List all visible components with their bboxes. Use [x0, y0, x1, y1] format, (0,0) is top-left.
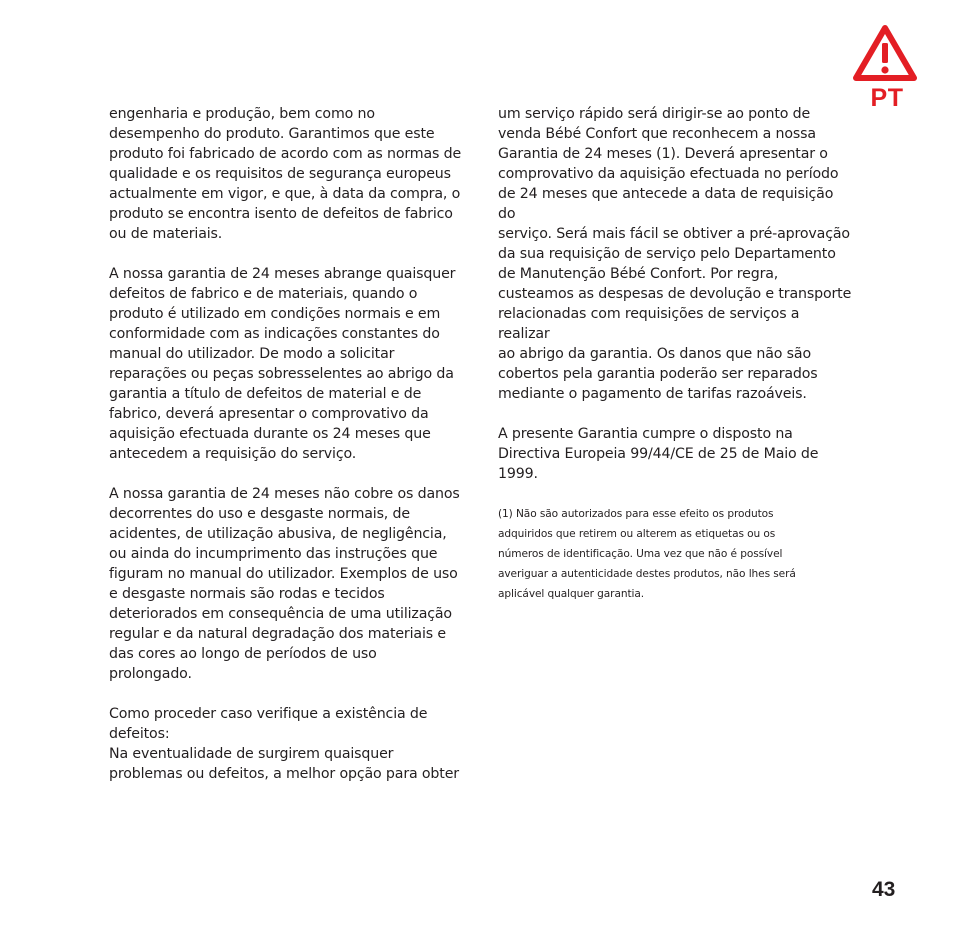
paragraph-eu-directive: A presente Garantia cumpre o disposto na Directiva Europeia 99/44/CE de 25 de Maio de 1999.: [498, 426, 819, 482]
language-code: PT: [870, 84, 904, 112]
left-text-column: [109, 104, 471, 804]
footnote: (1) Não são autorizados para esse efeito os produtos adquiridos que retirem ou alterem as etiquetas ou os números de identificação. Uma vez que não é possível averiguar a autenticidade destes produtos, não lhes será aplicável qualquer garantia.: [498, 508, 796, 600]
paragraph-service-request: um serviço rápido será dirigir-se ao ponto de venda Bébé Confort que reconhecem a nossa Garantia de 24 meses (1). Deverá apresentar o comprovativo da aquisição efectuada no período de 24 meses que antecede a data de requisição do serviço. Será mais fácil se obtiver a pré-aprovação da sua requisição de serviço pelo Departamento de Manutenção Bébé Confort. Por regra, custeamos as despesas de devolução e transporte relacionadas com requisições de serviços a realizar ao abrigo da garantia. Os danos que não são cobertos pela garantia poderão ser reparados mediante o pagamento de tarifas razoáveis.: [498, 106, 852, 402]
paragraph-warranty-exclusions: A nossa garantia de 24 meses não cobre os danos decorrentes do uso e desgaste normais, de acidentes, de utilização abusiva, de negligência, ou ainda do incumprimento das instruções que figuram no manual do utilizador. Exemplos de uso e desgaste normais são rodas e tecidos deteriorados em consequência de uma utilização regular e da natural degradação dos materiais e das cores ao longo de períodos de uso prolongado.: [109, 486, 460, 682]
right-text-column: [498, 104, 854, 624]
warning-triangle-icon: [852, 24, 918, 82]
page-number: 43: [872, 878, 896, 901]
paragraph-product-quality: engenharia e produção, bem como no desempenho do produto. Garantimos que este produto foi fabricado de acordo com as normas de qualidade e os requisitos de segurança europeus actualmente em vigor, e que, à data da compra, o produto se encontra isento de defeitos de fabrico ou de materiais.: [109, 106, 462, 242]
paragraph-defect-procedure: Como proceder caso verifique a existência de defeitos: Na eventualidade de surgirem quaisquer problemas ou defeitos, a melhor opção para obter: [109, 706, 459, 782]
paragraph-warranty-coverage: A nossa garantia de 24 meses abrange quaisquer defeitos de fabrico e de materiais, quando o produto é utilizado em condições normais e em conformidade com as indicações constantes do manual do utilizador. De modo a solicitar reparações ou peças sobresselentes ao abrigo da garantia a título de defeitos de material e de fabrico, deverá apresentar o comprovativo da aquisição efectuada durante os 24 meses que antecedem a requisição do serviço.: [109, 266, 456, 462]
